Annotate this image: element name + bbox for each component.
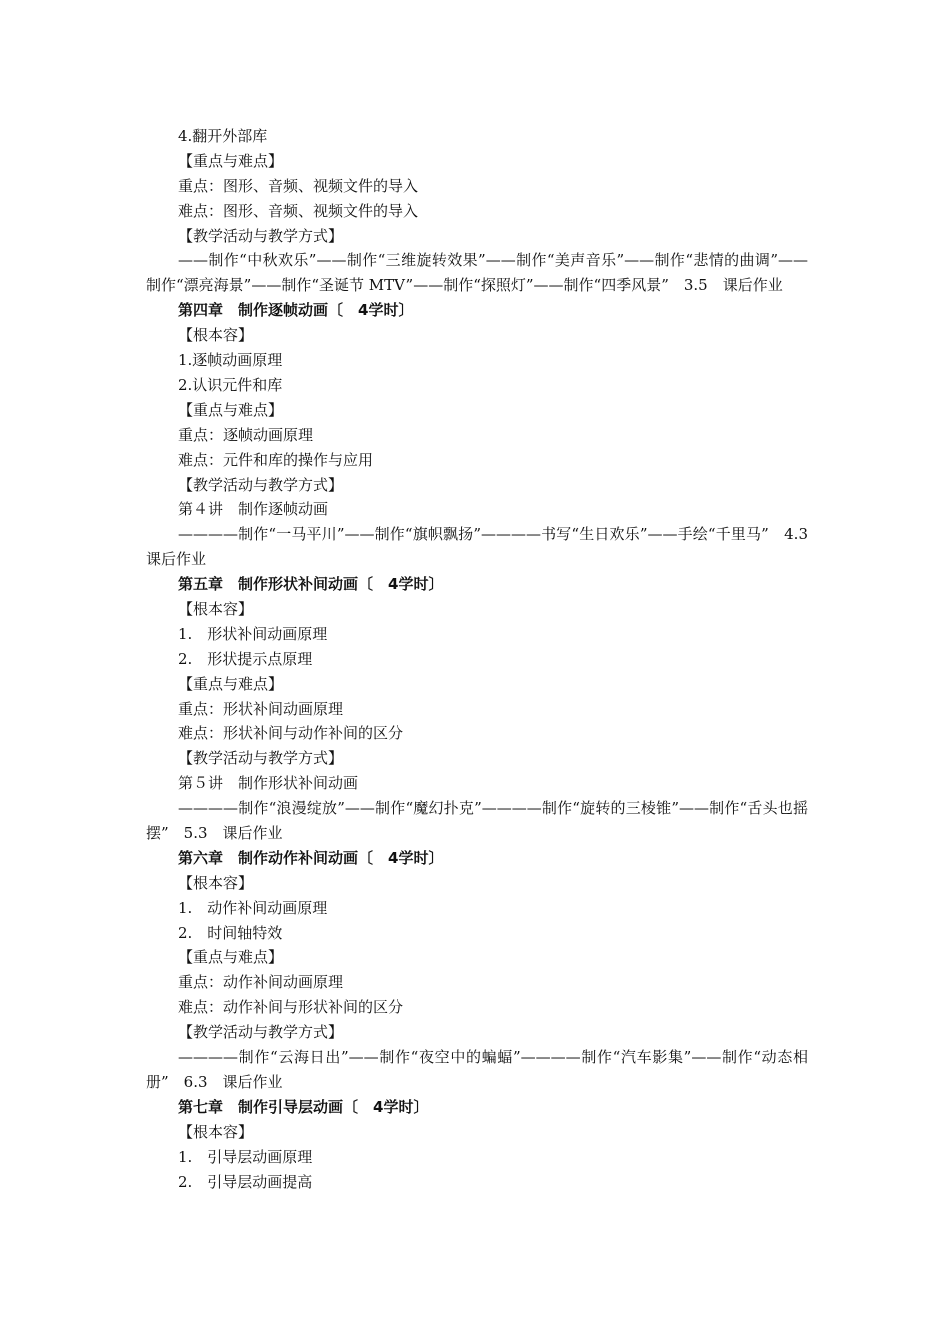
text-line: 2.认识元件和库 (178, 375, 283, 394)
text-line: 第５讲 制作形状补间动画 (178, 774, 359, 793)
text-line: 【根本容】 (178, 326, 254, 345)
chapter-heading: 第六章 制作动作补间动画〔 4学时〕 (178, 848, 444, 867)
text-line: 2. 形状提示点原理 (178, 649, 313, 668)
text-line: 【重点与难点】 (178, 948, 284, 967)
text-line: 1. 形状补间动画原理 (178, 624, 328, 643)
chapter-heading: 第五章 制作形状补间动画〔 4学时〕 (178, 575, 444, 594)
text-line: 2. 引导层动画提高 (178, 1172, 313, 1191)
text-line: 难点：元件和库的操作与应用 (178, 450, 374, 469)
text-line: 【根本容】 (178, 873, 254, 892)
text-line: 【教学活动与教学方式】 (178, 475, 344, 494)
text-line: 4.翻开外部库 (178, 127, 268, 145)
paragraph-activity-list: ————制作“一马平川”——制作“旗帜飘扬”————书写“生日欢乐”——手绘“千里马” 4.3 课后作业 (146, 525, 824, 569)
text-line: 第４讲 制作逐帧动画 (178, 500, 329, 519)
text-line: 【重点与难点】 (178, 151, 284, 170)
text-line: 【重点与难点】 (178, 400, 284, 419)
chapter-heading: 第七章 制作引导层动画〔 4学时〕 (178, 1097, 429, 1116)
text-line: 【教学活动与教学方式】 (178, 749, 344, 768)
text-line: 【根本容】 (178, 1122, 254, 1141)
text-line: 难点：图形、音频、视频文件的导入 (178, 201, 419, 220)
text-line: 【重点与难点】 (178, 674, 284, 693)
text-line: 1. 动作补间动画原理 (178, 898, 328, 917)
text-line: 【教学活动与教学方式】 (178, 226, 344, 245)
chapter-heading: 第四章 制作逐帧动画〔 4学时〕 (178, 301, 414, 320)
text-line: 【教学活动与教学方式】 (178, 1023, 344, 1042)
text-line: 1.逐帧动画原理 (178, 351, 283, 370)
document-body (146, 124, 824, 1194)
text-line: 【根本容】 (178, 599, 254, 618)
text-line: 1. 引导层动画原理 (178, 1147, 313, 1166)
text-line: 2. 时间轴特效 (178, 923, 283, 942)
paragraph-activity-list: ——制作“中秋欢乐”——制作“三维旋转效果”——制作“美声音乐”——制作“悲情的曲调”——制作“漂亮海景”——制作“圣诞节 MTV”——制作“探照灯”——制作“四季风景” 3.5 课后作业 (146, 251, 808, 295)
paragraph-activity-list: ————制作“云海日出”——制作“夜空中的蝙蝠”————制作“汽车影集”——制作“动态相册” 6.3 课后作业 (146, 1048, 808, 1091)
text-line: 重点：动作补间动画原理 (178, 973, 344, 992)
text-line: 重点：逐帧动画原理 (178, 425, 314, 444)
text-line: 重点：形状补间动画原理 (178, 699, 344, 718)
text-line: 重点：图形、音频、视频文件的导入 (178, 176, 419, 195)
text-line: 难点：形状补间与动作补间的区分 (178, 724, 404, 743)
text-line: 难点：动作补间与形状补间的区分 (178, 998, 404, 1017)
paragraph-activity-list: ————制作“浪漫绽放”——制作“魔幻扑克”————制作“旋转的三棱锥”——制作“舌头也摇摆” 5.3 课后作业 (146, 799, 808, 843)
